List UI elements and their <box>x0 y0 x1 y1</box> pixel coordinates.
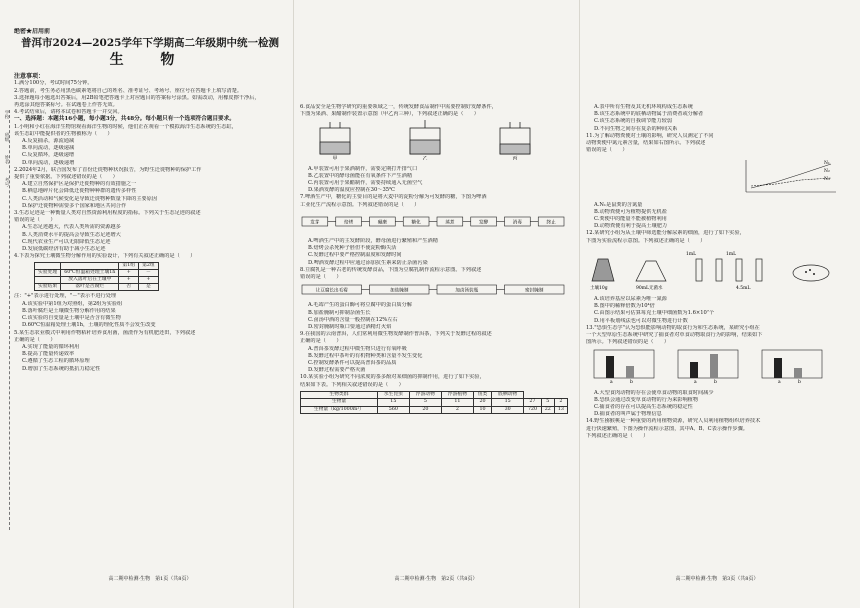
page-divider <box>293 0 294 608</box>
question-3 <box>14 210 286 253</box>
answer-option: D.单向流动，逐级递增 <box>22 159 75 166</box>
table-q10 <box>300 391 568 414</box>
table-cell: 生物量 <box>301 399 378 406</box>
answer-option: B.恐惧会通过改变草食动物的行为来影响植物 <box>594 396 699 403</box>
question-8 <box>300 267 572 281</box>
table-cell: 放入落叶后在土壤中 <box>61 277 119 284</box>
question-11-options <box>586 202 848 231</box>
page-1 <box>14 28 286 568</box>
answer-option: B.该生态系统中的底栖动物属于消费者或分解者 <box>594 111 704 118</box>
question-14 <box>586 418 848 440</box>
question-8-options <box>300 302 572 331</box>
legend-label: N₃ <box>824 177 830 183</box>
answer-option: A.毛霉产生的蛋白酶可将豆腐中的蛋白质分解 <box>308 302 412 309</box>
question-4-options <box>14 301 286 330</box>
table-cell: 底栖动物 <box>492 391 524 398</box>
exam-title: 普洱市2024—2025学年下学期高二年级期中统一检测 <box>21 37 279 50</box>
fermentation-apparatus-figure <box>300 120 570 160</box>
answer-option: C.现代农业生产可以无限降低生态足迹 <box>22 238 111 245</box>
table-note: 注："+"表示进行处理，"－"表示不进行处理 <box>14 293 117 300</box>
answer-option: B.乙装置中的酵母菌能在有氧条件下产生酒精 <box>308 172 413 179</box>
table-cell: + <box>119 277 139 284</box>
question-7 <box>300 194 572 208</box>
question-text: 12.某研究小组为从土壤中筛选能分解尿素的细菌，进行了如下实验， <box>586 230 745 237</box>
answer-option: A.表中所有生物及其无机环境构成生态系统 <box>594 104 693 110</box>
table-row <box>301 399 568 406</box>
flow-step-label: 发酵 <box>479 220 489 226</box>
table-cell: 13 <box>554 406 567 413</box>
question-text: 5.某生态农业模式中利用作物秸秆培养食用菌，菌渣作为有机肥还田，下列叙述 <box>14 329 196 336</box>
figure-label: a <box>610 380 613 385</box>
legend-label: N₁ <box>824 161 830 167</box>
answer-option: C.粪便中的能量不能被植物利用 <box>594 216 667 223</box>
figure-label: 4.5mL <box>736 285 751 291</box>
answer-option: B.提高了能量传递效率 <box>22 351 75 358</box>
section-heading: 一、选择题：本题共16小题，每小题3分，共48分。每小题只有一个选项符合题目要求。 <box>14 116 235 123</box>
answer-option: B.动物粪便可为植物提供无机盐 <box>594 208 667 215</box>
page-divider <box>579 0 580 608</box>
figure-label: 90mL无菌水 <box>636 285 663 291</box>
page-footer: 高二期中检测·生物 第2页（共8页） <box>394 576 478 582</box>
answer-option: D.捕食者的叫声属于物理信息 <box>594 411 662 418</box>
page-3 <box>586 104 848 566</box>
page-footer: 高二期中检测·生物 第3页（共8页） <box>675 576 759 582</box>
confidential-mark: 绝密★启用前 <box>14 28 51 35</box>
answer-option: A.N₁是鼠粪的含氮量 <box>594 201 643 208</box>
answer-option: C.遵循了生态工程的循环原理 <box>22 358 90 365</box>
question-text: 下图为果酒、果醋制作装置示意图（甲乙丙三种），下列叙述正确的是（ ） <box>300 111 479 118</box>
table-cell: 15 <box>492 399 524 406</box>
table-cell: 15 <box>377 399 409 406</box>
question-text: 工业化生产流程示意图。下列叙述错误的是（ ） <box>300 201 420 208</box>
beer-process-figure <box>300 211 570 233</box>
question-text: 6.食品安全是生物学研究的重要领域之一，传统发酵食品制作中需要控制好发酵条件， <box>300 104 497 110</box>
answer-option: A.该实验中第1组为对照组，第2组为实验组 <box>22 300 123 307</box>
table-cell: 第2组 <box>139 263 159 270</box>
answer-option: D.果酒发酵的温度应控制在30～35℃ <box>308 187 395 194</box>
question-5 <box>14 330 286 373</box>
question-text: 下图为实验流程示意图。下列叙述正确的是（ ） <box>586 237 706 244</box>
table-cell: 2 <box>554 399 567 406</box>
table-row <box>35 277 159 284</box>
table-cell <box>35 277 61 284</box>
flow-step-label: 蒸煮 <box>445 220 455 226</box>
answer-option: B.人类消费水平的提高会导致生态足迹增大 <box>22 231 121 238</box>
table-cell: 720 <box>524 406 542 413</box>
table-cell: 5 <box>541 399 554 406</box>
note-line: 4.考试结束后，请将本试卷和答题卡一并交回。 <box>14 109 123 116</box>
figure-label: a <box>694 380 697 385</box>
table-row <box>301 406 568 413</box>
table-cell: 生物类群 <box>301 391 378 398</box>
answer-option: B.落叶腐烂是土壤微生物分解作用的结果 <box>22 307 116 314</box>
question-text: 2.2024年2月，联合国发布了首份迁徙物种状况报告，为野生迁徙物种的保护工作 <box>14 166 202 173</box>
page-2 <box>300 104 572 566</box>
question-text: 下列叙述正确的是（ ） <box>586 432 649 439</box>
figure-label: 甲 <box>332 156 338 161</box>
answer-option: C.人类活动和气候变化是导致迁徙物种数量下降的主要原因 <box>22 195 158 202</box>
answer-option: B.发酵过程中茶叶的有机物种类和含量不发生变化 <box>308 352 423 359</box>
question-text: 13."恐惧生态学"认为恐惧能影响动物的取食行为和生态系统，某研究小组在 <box>586 324 760 331</box>
table-cell: 实验处理 <box>35 270 61 277</box>
question-text: 图所示。下列叙述错误的是（ ） <box>586 339 670 346</box>
flow-step-label: 让豆腐长出毛霉 <box>315 288 348 294</box>
table-cell: 27 <box>524 399 542 406</box>
question-text: 错误的是（ ） <box>586 147 628 154</box>
page-footer: 高二期中检测·生物 第1页（共8页） <box>108 576 192 582</box>
table-cell: 是 <box>139 284 159 291</box>
table-cell: 否 <box>119 284 139 291</box>
table-cell: 30 <box>492 406 524 413</box>
answer-option: A.生态足迹越大，代表人类所需的资源越多 <box>22 224 121 231</box>
fermented-tofu-flow-figure <box>300 283 570 297</box>
answer-option: A.啤酒生产中的主发酵阶段，酵母菌进行繁殖和产生酒精 <box>308 238 438 245</box>
flow-step-label: 加卤汤装瓶 <box>455 288 479 294</box>
question-13-options <box>586 390 848 419</box>
table-cell: 10 <box>473 406 491 413</box>
question-13 <box>586 325 848 347</box>
answer-option: D.啤酒发酵过程中应通过添加抗生素来防止杂菌污染 <box>308 259 428 266</box>
answer-option: D.保护迁徙物种需要多个国家和地区共同合作 <box>22 202 127 209</box>
figure-label: b <box>798 380 801 385</box>
answer-option: C.卤汤中酒的含量一般控制在12%左右 <box>308 316 398 323</box>
note-line: 3.选择题每小题选出答案后，用2B铅笔把答题卡上对应题目的答案标号涂黑。如需改动，用橡皮擦干净后， <box>14 94 260 101</box>
question-12 <box>586 230 848 244</box>
question-text: 10.某实验小组为研究不同浓度的茶多酚对某细菌的抑制作用，进行了如下实验， <box>300 374 485 381</box>
answer-option: C.控制发酵条件可以提高普洱茶的品质 <box>308 360 397 367</box>
flow-step-label: 加盐腌制 <box>390 288 409 294</box>
answer-option: B.单向流动，逐级递减 <box>22 145 75 152</box>
table-q4 <box>34 262 159 291</box>
table-cell: + <box>119 270 139 277</box>
note-line: 再选涂其他答案标号。在试题卷上作答无效。 <box>14 102 118 109</box>
question-text: 该生态缸中能提供者的生物被称为（ ） <box>14 130 113 137</box>
note-line: 1.满分100分，考试时间75分钟。 <box>14 80 93 87</box>
question-text: 4.下表为探究土壤微生物分解作用的实验设计，下列有关叙述正确的是（ ） <box>14 253 196 260</box>
table-row <box>35 284 159 291</box>
answer-option: C.由图示结果可估算每克土壤中细菌数为1.6×10⁷个 <box>594 310 715 317</box>
figure-label: a <box>778 380 781 385</box>
answer-option: A.普洱茶发酵过程中微生物只进行有氧呼吸 <box>308 345 407 352</box>
answer-option: C.丙装置可用于果醋制作，需要持续通入无菌空气 <box>308 180 423 187</box>
question-text: 进行快速繁殖，下图为操作流程示意图，其中A、B、C表示操作步骤。 <box>586 425 748 432</box>
table-cell: 鱼类 <box>473 391 491 398</box>
answer-option: C.发酵过程中要严格控制温度和发酵时间 <box>308 252 402 259</box>
fear-ecology-figure <box>586 348 844 384</box>
question-4 <box>14 253 286 260</box>
table-cell: 22 <box>541 406 554 413</box>
question-text: 1.小明和小红在海洋生物馆观看海洋生物的时候，他们正在观看一个模拟海洋生态系统的生态缸， <box>14 123 237 130</box>
answer-option: B.图中的稀释倍数为10⁴倍 <box>594 303 655 310</box>
figure-label: 1mL <box>726 251 737 257</box>
answer-option: B.栖息地碎片化会降低迁徙物种种群的遗传多样性 <box>22 188 137 195</box>
question-7-options <box>300 238 572 267</box>
answer-option: A.该培养基应以尿素为唯一氮源 <box>594 296 667 303</box>
answer-option: D.60℃恒温箱处理土壤1h，土壤的理化性质不会发生改变 <box>22 322 156 329</box>
table-row <box>35 270 159 277</box>
table-header-row <box>35 263 159 270</box>
binding-margin <box>2 110 10 530</box>
flow-step-label: 碾磨 <box>377 220 387 226</box>
table-cell: 生物量（kg/1000m²） <box>301 406 378 413</box>
figure-label: 1mL <box>686 251 697 257</box>
subject-title: 生 物 <box>109 52 191 69</box>
notes <box>14 80 286 116</box>
figure-label: 乙 <box>422 156 428 161</box>
question-text: 3.生态足迹是一种衡量人类对自然资源利用程度的指标。下列关于生态足迹的叙述 <box>14 210 201 217</box>
table-header-row <box>301 391 568 398</box>
question-10-options <box>586 104 848 133</box>
question-11 <box>586 133 848 155</box>
table-cell: 11 <box>441 399 473 406</box>
figure-label: 土壤10g <box>590 285 608 291</box>
answer-option: C.该生态系统的自我调节能力较弱 <box>594 118 673 125</box>
question-text: 正确的是（ ） <box>14 336 56 343</box>
answer-option: D.密封腌制时瓶口要通过酒精灯火焰 <box>308 324 392 331</box>
flow-step-label: 焙烤 <box>344 220 354 226</box>
answer-option: C.反复循环，逐级递增 <box>22 152 75 159</box>
answer-option: A.大型食肉动物的存在会使草食动物的取食时间减少 <box>594 389 714 396</box>
question-10 <box>300 374 572 388</box>
answer-option: A.建立自然保护区是保护迁徙物种的有效措施之一 <box>22 181 137 188</box>
question-text: 提供了重要依据。下列叙述错误的是（ ） <box>14 174 118 181</box>
question-2 <box>14 167 286 210</box>
answer-option: D.不同生物之间存在复杂的种间关系 <box>594 125 678 132</box>
soil-dilution-figure <box>586 247 844 291</box>
table-cell: － <box>139 270 159 277</box>
table-cell <box>35 263 61 270</box>
question-text: 11.为了解动物粪便对土壤的影响，研究人员测定了不同 <box>586 132 714 139</box>
answer-option: C.该实验的自变量是土壤中是否含有微生物 <box>22 315 121 322</box>
answer-option: B.焙烤会杀死种子胚但不使淀粉酶失活 <box>308 245 397 252</box>
answer-option: D.用平板划线法也可以对微生物进行计数 <box>594 317 688 324</box>
question-1 <box>14 124 286 167</box>
answer-option: C.捕食者的存在可以提高生态系统的稳定性 <box>594 404 693 411</box>
question-text: 7.啤酒生产中，糖化的主要目的是将大麦中的淀粉分解为可发酵的糖，下图为啤酒 <box>300 194 487 201</box>
table-cell: 实验结果 <box>35 284 61 291</box>
question-6-options <box>300 166 572 195</box>
answer-option: D.发展低碳经济有助于减小生态足迹 <box>22 246 106 253</box>
note-line: 2.答题前，考生务必用黑色碳素笔将自己的姓名、准考证号、考场号、座位号在答题卡上填写清楚。 <box>14 87 243 94</box>
question-text: 错误的是（ ） <box>300 274 342 281</box>
flow-step-label: 密封腌制 <box>525 288 544 294</box>
legend-label: N₂ <box>824 169 830 175</box>
question-text: 错误的是（ ） <box>14 217 56 224</box>
flow-step-label: 发芽 <box>310 220 320 226</box>
figure-label: b <box>714 380 717 385</box>
table-cell: 2 <box>441 406 473 413</box>
notes-heading: 注意事项： <box>14 73 45 81</box>
answer-option: D.增加了生态系统的抵抗力稳定性 <box>22 365 101 372</box>
table-cell: 浮游动物 <box>409 391 441 398</box>
question-text: 动物粪便中氮元素含量，结果如右图所示。下列叙述 <box>586 140 706 147</box>
answer-option: D.发酵过程需要严格灭菌 <box>308 367 366 374</box>
flow-step-label: 糖化 <box>411 220 421 226</box>
question-text: 一个大型草原生态系统中研究了捕食者对草食动物取食行为的影响，结果如下 <box>586 332 763 339</box>
flow-step-label: 终止 <box>546 220 556 226</box>
answer-option: D.动物粪便有利于提高土壤肥力 <box>594 223 668 230</box>
table-cell: 20 <box>409 406 441 413</box>
question-6 <box>300 104 572 118</box>
question-9 <box>300 331 572 374</box>
question-text: 结果如下表。下列相关叙述错误的是（ ） <box>300 381 404 388</box>
answer-option: B.加盐腌制可抑制杂菌生长 <box>308 309 371 316</box>
binding-margin-text: 学校 班级 姓名 考号 <box>4 110 9 187</box>
manure-nitrogen-figure <box>586 156 844 196</box>
table-cell: 5 <box>409 399 441 406</box>
answer-option: A.实现了能量的循环利用 <box>22 343 80 350</box>
figure-label: 丙 <box>512 156 518 161</box>
table-cell: 水生昆虫 <box>377 391 409 398</box>
question-text: 正确的是（ ） <box>300 338 342 345</box>
question-text: 14.野生猕猴桃是一种重要的药用植物资源，研究人员利用植物组织培养技术 <box>586 418 761 425</box>
table-cell: + <box>139 277 159 284</box>
table-cell: 第1组 <box>119 263 139 270</box>
answer-option: A.甲装置可用于果酒制作，需要定期打开排气口 <box>308 165 418 172</box>
table-cell: 落叶是否腐烂 <box>61 284 119 291</box>
table-cell <box>61 263 119 270</box>
table-cell: 60℃恒温箱处理土壤1h <box>61 270 119 277</box>
question-text: 8.豆腐乳是一种古老的传统发酵食品，下图为豆腐乳制作流程示意图。下列叙述 <box>300 266 482 273</box>
flow-step-label: 消毒 <box>512 220 522 226</box>
figure-label: b <box>630 380 633 385</box>
question-text: 9.在我国的云南普洱，人们常利用微生物发酵制作普洱茶，下列关于发酵过程的叙述 <box>300 331 492 338</box>
table-cell: 20 <box>473 399 491 406</box>
answer-option: A.反复捕杀，源流通减 <box>22 138 75 145</box>
question-12-options <box>586 296 848 325</box>
table-cell: 浮游植物 <box>441 391 473 398</box>
table-cell: 560 <box>377 406 409 413</box>
